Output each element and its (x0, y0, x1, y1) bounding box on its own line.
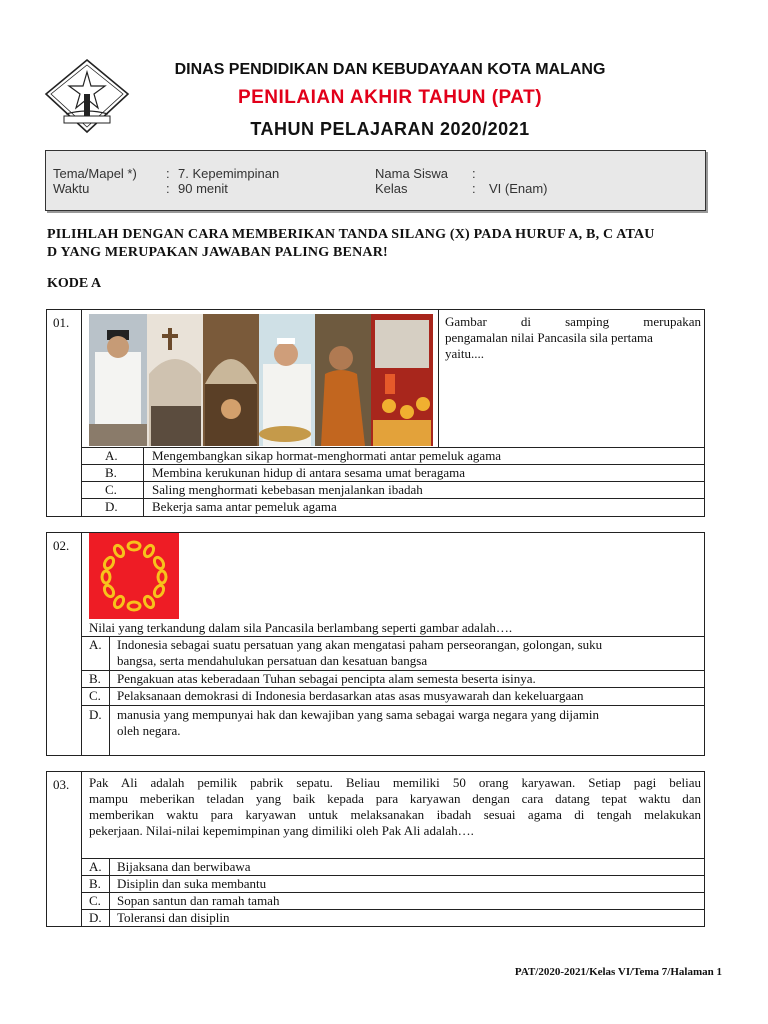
colon: : (166, 181, 170, 196)
question-text (89, 775, 701, 839)
option-a-letter[interactable]: A. (89, 859, 102, 874)
instruction-line: PILIHLAH DENGAN CARA MEMBERIKAN TANDA SILANG (X) PADA HURUF A, B, C ATAU (47, 227, 655, 242)
question-line: memberikan waktu para karyawan untuk melaksanakan ibadah sesuai agama di tengah melakukan (89, 807, 701, 822)
option-line: bangsa, serta mendahulukan persatuan dan kesatuan bangsa (117, 653, 428, 668)
option-b-letter[interactable]: B. (89, 671, 101, 686)
option-b-text: Disiplin dan suka membantu (117, 876, 267, 891)
question-number: 03. (47, 772, 82, 926)
question-line: Pak Ali adalah pemilik pabrik sepatu. Beliau memiliki 50 orang karyawan. Setiap pagi beliau (89, 775, 701, 790)
option-d-text: Bekerja sama antar pemeluk agama (152, 499, 337, 514)
student-info-box (45, 150, 706, 211)
option-c-letter[interactable]: C. (89, 893, 101, 908)
instructions (47, 226, 727, 262)
question-number: 01. (47, 310, 82, 516)
option-line: manusia yang mempunyai hak dan kewajiban yang sama sebagai warga negara yang dijamin (117, 707, 600, 722)
malang-city-emblem (44, 58, 130, 134)
academic-year: TAHUN PELAJARAN 2020/2021 (250, 119, 530, 139)
option-c-text: Sopan santun dan ramah tamah (117, 893, 280, 908)
option-a-letter[interactable]: A. (89, 637, 102, 652)
colon: : (166, 166, 170, 181)
agency-title: DINAS PENDIDIKAN DAN KEBUDAYAAN KOTA MALANG (174, 61, 606, 78)
question-text: Nilai yang terkandung dalam sila Pancasila berlambang seperti gambar adalah…. (89, 620, 513, 635)
exam-title: PENILAIAN AKHIR TAHUN (PAT) (237, 87, 543, 108)
option-line: oleh negara. (117, 723, 181, 738)
option-a-text: Bijaksana dan berwibawa (117, 859, 251, 874)
exam-code: KODE A (47, 276, 102, 291)
chain-symbol-icon (89, 533, 179, 619)
option-b-letter[interactable]: B. (105, 465, 117, 480)
question-line: pekerjaan. Nilai-nilai kepemimpinan yang dimiliki oleh Pak Ali adalah…. (89, 823, 474, 838)
question-number: 02. (47, 533, 82, 755)
question-text (445, 314, 701, 362)
option-a-letter[interactable]: A. (105, 448, 118, 463)
instruction-line: D YANG MERUPAKAN JAWABAN PALING BENAR! (47, 245, 388, 260)
question-02 (46, 532, 705, 756)
colon: : (472, 181, 476, 196)
option-line: Indonesia sebagai suatu persatuan yang akan mengatasi paham perseorangan, golongan, suku (117, 637, 603, 652)
option-d-letter[interactable]: D. (89, 707, 102, 722)
option-d-letter[interactable]: D. (89, 910, 102, 925)
option-d-letter[interactable]: D. (105, 499, 118, 514)
option-b-text: Membina kerukunan hidup di antara sesama umat beragama (152, 465, 465, 480)
option-c-text: Pelaksanaan demokrasi di Indonesia berdasarkan atas asas musyawarah dan kekeluargaan (117, 688, 584, 703)
kelas-label: Kelas (375, 181, 408, 196)
option-a-text (117, 637, 602, 669)
option-b-text: Pengakuan atas keberadaan Tuhan sebagai pencipta alam semesta beserta isinya. (117, 671, 536, 686)
option-d-text (117, 707, 599, 739)
option-c-text: Saling menghormati kebebasan menjalankan ibadah (152, 482, 423, 497)
option-d-text: Toleransi dan disiplin (117, 910, 230, 925)
option-c-letter[interactable]: C. (105, 482, 117, 497)
waktu-label: Waktu (53, 181, 90, 196)
option-b-letter[interactable]: B. (89, 876, 101, 891)
question-line: yaitu.... (445, 346, 484, 361)
question-line: Gambar di samping merupakan (445, 314, 701, 329)
colon: : (472, 166, 476, 181)
nama-label: Nama Siswa (375, 166, 448, 181)
tema-value: 7. Kepemimpinan (178, 166, 280, 181)
option-c-letter[interactable]: C. (89, 688, 101, 703)
question-line: pengamalan nilai Pancasila sila pertama (445, 330, 653, 345)
tema-label: Tema/Mapel *) (53, 166, 137, 181)
question-line: mampu meberikan teladan yang baik kepada para karyawan dengan cara datang tepat waktu dan (89, 791, 701, 806)
question-01 (46, 309, 705, 517)
religious-worship-photo-collage (89, 314, 433, 446)
page-footer: PAT/2020-2021/Kelas VI/Tema 7/Halaman 1 (514, 966, 722, 978)
option-a-text: Mengembangkan sikap hormat-menghormati antar pemeluk agama (152, 448, 502, 463)
kelas-value: VI (Enam) (489, 181, 548, 196)
waktu-value: 90 menit (178, 181, 228, 196)
question-03 (46, 771, 705, 927)
